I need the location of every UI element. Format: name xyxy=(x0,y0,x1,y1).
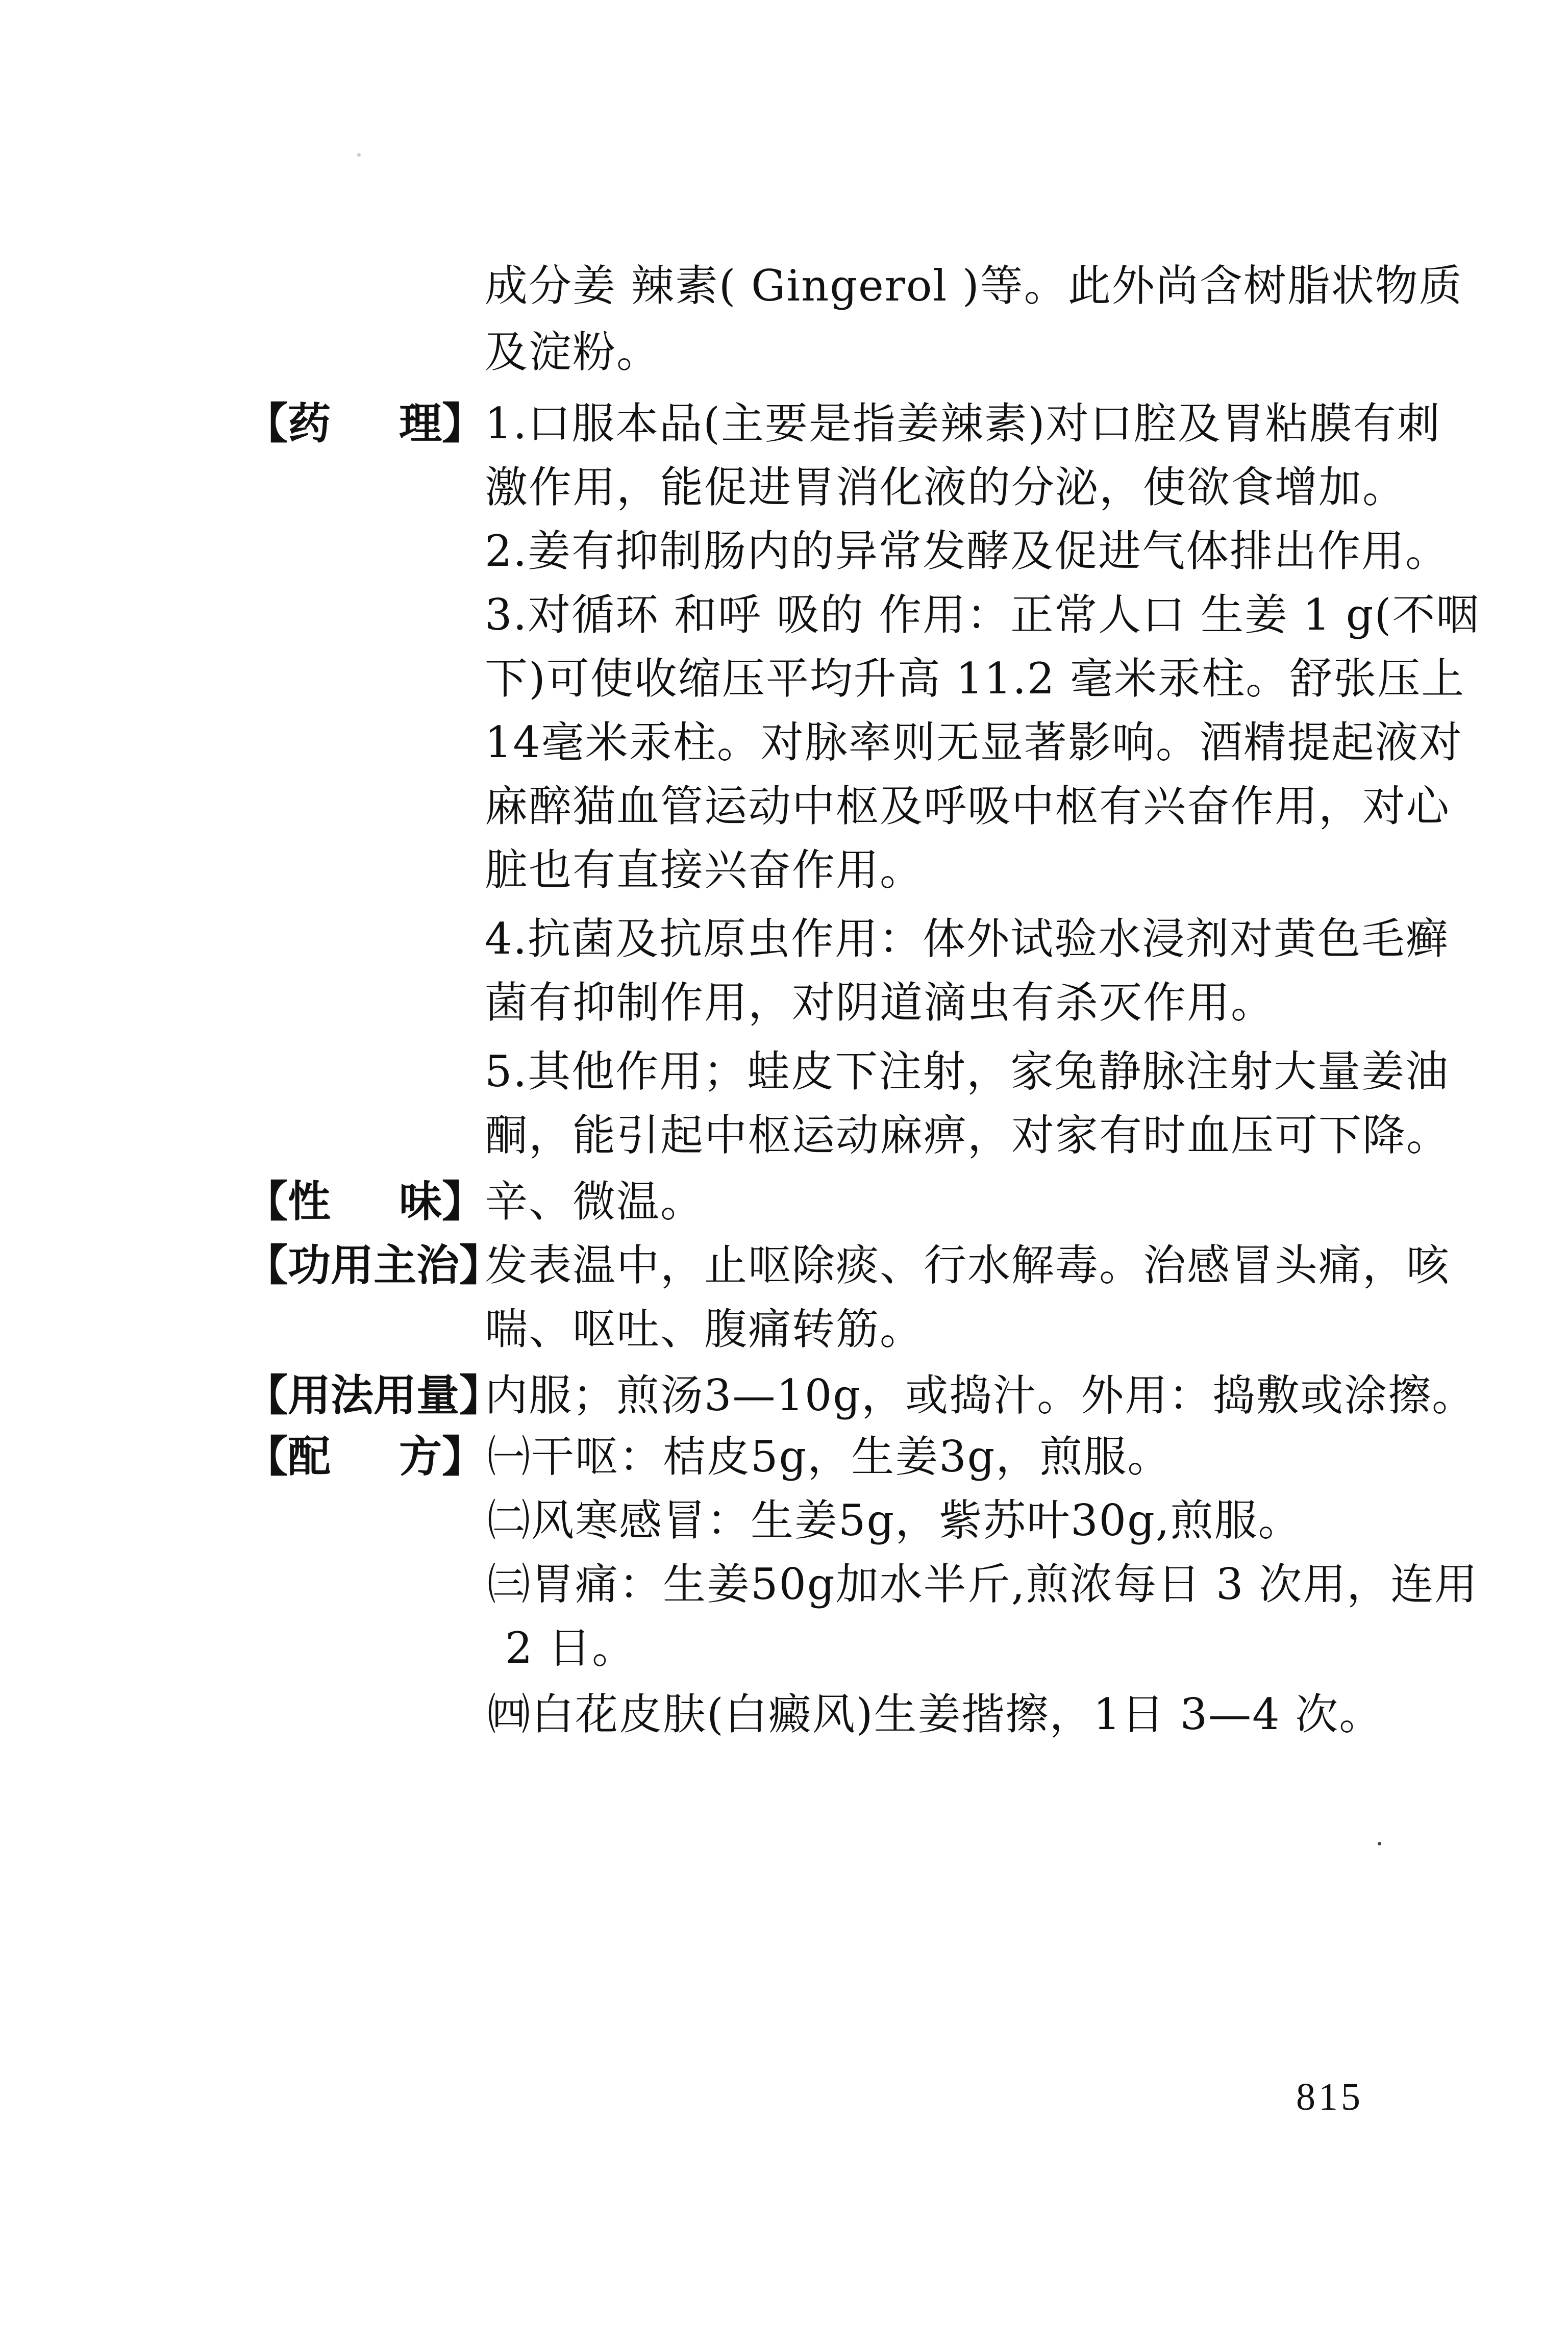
pharmacology-line: 5.其他作用；蛙皮下注射，家兔静脉注射大量姜油 xyxy=(485,1046,1450,1096)
pharmacology-line: 脏也有直接兴奋作用。 xyxy=(485,845,924,895)
prescription-item: ㈡风寒感冒：生姜5g，紫苏叶30g,煎服。 xyxy=(487,1495,1302,1545)
prescription-item: ㈣白花皮肤(白癜风)生姜揩擦，1日 3—4 次。 xyxy=(487,1689,1383,1739)
nature-label-left: 【性 xyxy=(245,1177,331,1227)
usage-label-text: 【用法用量】 xyxy=(245,1370,503,1420)
pharmacology-line: 激作用，能促进胃消化液的分泌，使欲食增加。 xyxy=(485,462,1407,512)
prescriptions-label-left: 【配 xyxy=(245,1432,331,1482)
nature-label-right: 味】 xyxy=(399,1177,485,1227)
scan-speck xyxy=(357,153,361,157)
indications-line: 发表温中，止呕除痰、行水解毒。治感冒头痛，咳 xyxy=(485,1240,1451,1290)
prescriptions-label-right: 方】 xyxy=(399,1432,485,1482)
nature-text: 辛、微温。 xyxy=(485,1177,705,1227)
pharmacology-line: 3.对循环 和呼 吸的 作用：正常人口 生姜 1 g(不咽 xyxy=(485,590,1480,640)
pharmacology-label xyxy=(245,393,485,454)
pharmacology-line: 2.姜有抑制肠内的异常发酵及促进气体排出作用。 xyxy=(485,526,1450,576)
indications-label-text: 【功用主治】 xyxy=(245,1240,503,1290)
pharmacology-line: 酮，能引起中枢运动麻痹，对家有时血压可下降。 xyxy=(485,1110,1451,1160)
usage-text: 内服；煎汤3—10g，或捣汁。外用：捣敷或涂擦。 xyxy=(485,1370,1476,1420)
pharmacology-line: 菌有抑制作用，对阴道滴虫有杀灭作用。 xyxy=(485,978,1275,1028)
indications-line: 喘、呕吐、腹痛转筋。 xyxy=(485,1304,924,1354)
pharmacology-line: 下)可使收缩压平均升高 11.2 毫米汞柱。舒张压上 xyxy=(485,654,1465,704)
intro-line-1: 成分姜 辣素( Gingerol )等。此外尚含树脂状物质 xyxy=(485,261,1463,311)
pharmacology-label-left: 【药 xyxy=(245,398,331,448)
pharmacology-label-right: 理】 xyxy=(399,398,485,448)
prescription-item: 2 日。 xyxy=(505,1623,636,1673)
usage-label xyxy=(245,1365,503,1426)
prescription-item: ㈠干呕：桔皮5g，生姜3g，煎服。 xyxy=(487,1432,1172,1482)
scan-speck xyxy=(1378,1842,1381,1845)
pharmacology-line: 1.口服本品(主要是指姜辣素)对口腔及胃粘膜有刺 xyxy=(485,398,1441,448)
page-number: 815 xyxy=(1296,2076,1363,2118)
indications-label xyxy=(245,1235,503,1296)
pharmacology-line: 4.抗菌及抗原虫作用：体外试验水浸剂对黄色毛癣 xyxy=(485,914,1450,964)
pharmacology-line: 麻醉猫血管运动中枢及呼吸中枢有兴奋作用，对心 xyxy=(485,781,1451,831)
pharmacology-line: 14毫米汞柱。对脉率则无显著影响。酒精提起液对 xyxy=(485,717,1463,767)
prescriptions-label xyxy=(245,1426,485,1487)
intro-line-2: 及淀粉。 xyxy=(485,327,661,377)
prescription-item: ㈢胃痛：生姜50g加水半斤,煎浓每日 3 次用，连用 xyxy=(487,1559,1479,1609)
nature-label xyxy=(245,1171,485,1232)
